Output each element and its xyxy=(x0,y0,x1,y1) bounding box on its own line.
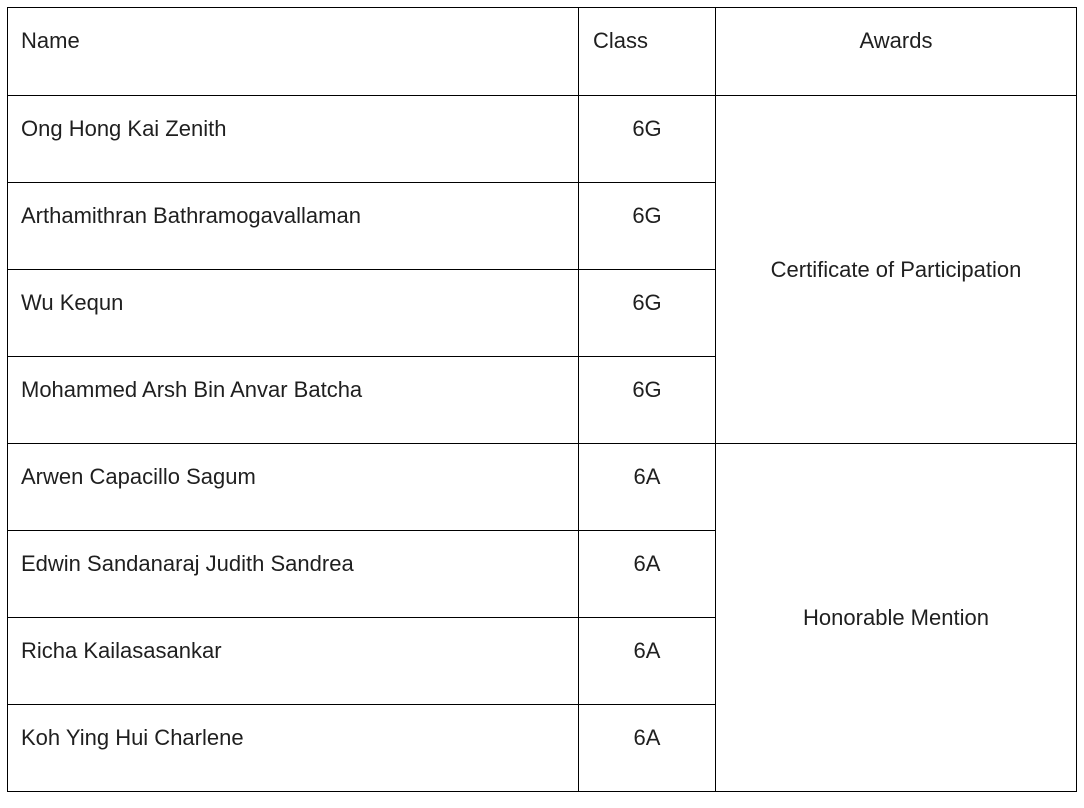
student-class: 6A xyxy=(579,531,716,618)
student-name: Wu Kequn xyxy=(8,270,579,357)
student-name: Ong Hong Kai Zenith xyxy=(8,96,579,183)
header-name: Name xyxy=(8,8,579,96)
student-class: 6G xyxy=(579,183,716,270)
awards-table xyxy=(7,7,1077,792)
student-name: Richa Kailasasankar xyxy=(8,618,579,705)
student-class: 6A xyxy=(579,444,716,531)
student-class: 6G xyxy=(579,270,716,357)
student-class: 6G xyxy=(579,96,716,183)
student-name: Mohammed Arsh Bin Anvar Batcha xyxy=(8,357,579,444)
student-class: 6A xyxy=(579,618,716,705)
header-awards: Awards xyxy=(716,8,1077,96)
student-class: 6A xyxy=(579,705,716,792)
student-name: Koh Ying Hui Charlene xyxy=(8,705,579,792)
award-certificate-of-participation: Certificate of Participation xyxy=(716,96,1077,444)
student-name: Edwin Sandanaraj Judith Sandrea xyxy=(8,531,579,618)
award-honorable-mention: Honorable Mention xyxy=(716,444,1077,792)
student-name: Arthamithran Bathramogavallaman xyxy=(8,183,579,270)
table-row xyxy=(8,96,1077,183)
student-name: Arwen Capacillo Sagum xyxy=(8,444,579,531)
header-class: Class xyxy=(579,8,716,96)
student-class: 6G xyxy=(579,357,716,444)
table-header-row xyxy=(8,8,1077,96)
table-row xyxy=(8,444,1077,531)
